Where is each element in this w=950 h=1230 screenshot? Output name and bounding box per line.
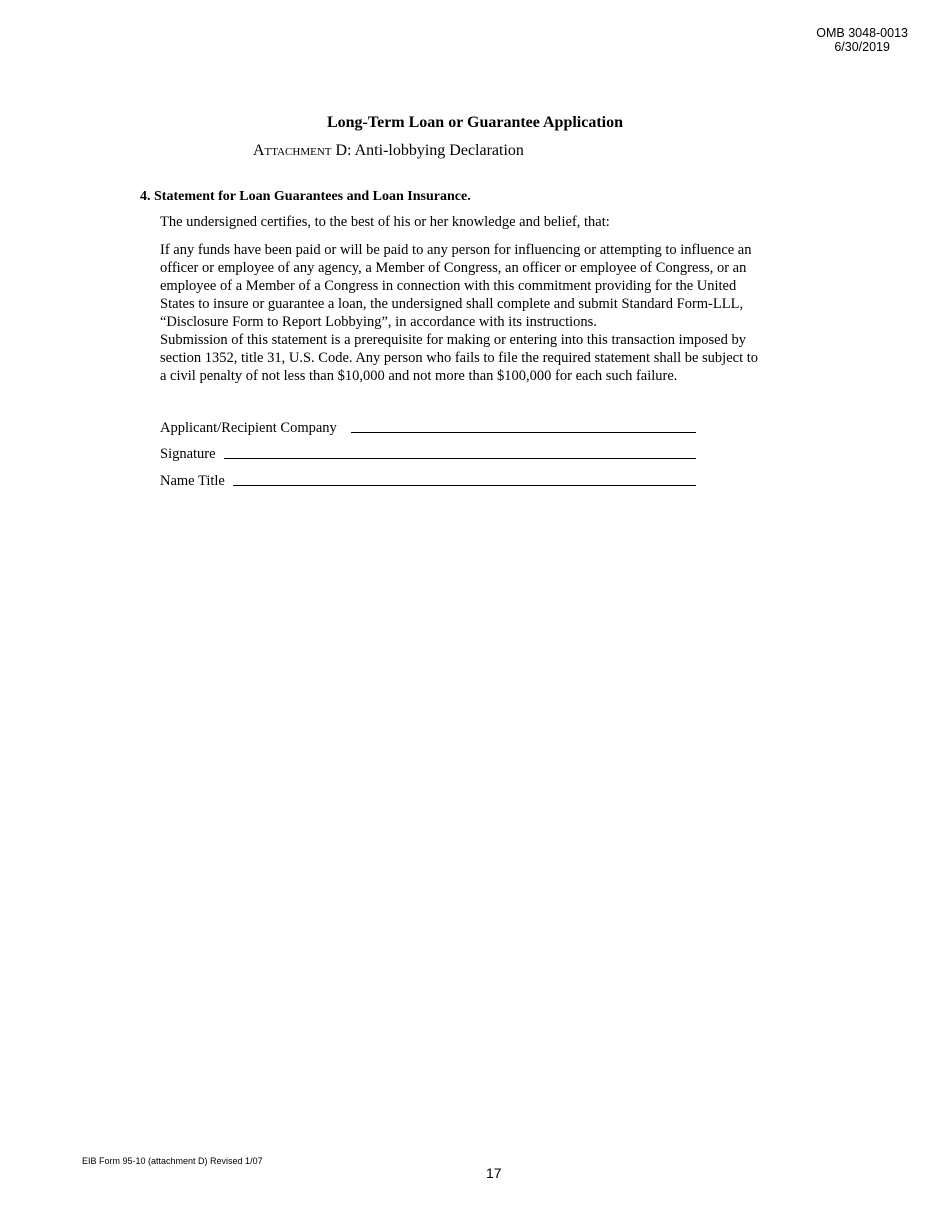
name-title-input[interactable] <box>233 485 696 486</box>
name-title-label: Name Title <box>160 472 225 489</box>
page-title: Long-Term Loan or Guarantee Application <box>326 114 624 131</box>
page-subtitle <box>253 142 524 160</box>
signature-input[interactable] <box>224 458 696 459</box>
subtitle-rest: D: Anti-lobbying Declaration <box>331 142 524 159</box>
applicant-company-label: Applicant/Recipient Company <box>160 419 337 436</box>
statement-paragraph <box>160 241 758 385</box>
form-id-footer: EIB Form 95-10 (attachment D) Revised 1/07 <box>82 1156 263 1166</box>
paragraph-line: a civil penalty of not less than $10,000 and not more than $100,000 for each such failure. <box>160 368 678 384</box>
applicant-company-field <box>160 410 696 437</box>
signature-field <box>160 437 696 464</box>
section-heading: 4. Statement for Loan Guarantees and Loan Insurance. <box>140 189 471 204</box>
subtitle-prefix: Attachment <box>253 142 332 159</box>
applicant-company-input[interactable] <box>351 432 696 433</box>
omb-header <box>816 26 908 54</box>
paragraph-line: “Disclosure Form to Report Lobbying”, in accordance with its instructions. <box>160 314 597 330</box>
paragraph-line: If any funds have been paid or will be paid to any person for influencing or attempting to influence an <box>160 242 752 258</box>
paragraph-line: Submission of this statement is a prerequisite for making or entering into this transaction imposed by <box>160 332 746 348</box>
paragraph-line: employee of a Member of a Congress in connection with this commitment providing for the United <box>160 278 737 294</box>
paragraph-line: section 1352, title 31, U.S. Code. Any person who fails to file the required statement shall be subject to <box>160 350 759 366</box>
signature-fields <box>160 410 696 490</box>
paragraph-line: States to insure or guarantee a loan, the undersigned shall complete and submit Standard Form-LLL, <box>160 296 744 312</box>
signature-label: Signature <box>160 446 216 462</box>
omb-number: OMB 3048-0013 <box>816 26 908 40</box>
section-intro: The undersigned certifies, to the best of his or her knowledge and belief, that: <box>160 214 610 230</box>
paragraph-line: officer or employee of any agency, a Member of Congress, an officer or employee of Congress, or an <box>160 260 747 276</box>
page-number: 17 <box>486 1165 502 1181</box>
name-title-field <box>160 463 696 490</box>
omb-date: 6/30/2019 <box>834 40 890 54</box>
